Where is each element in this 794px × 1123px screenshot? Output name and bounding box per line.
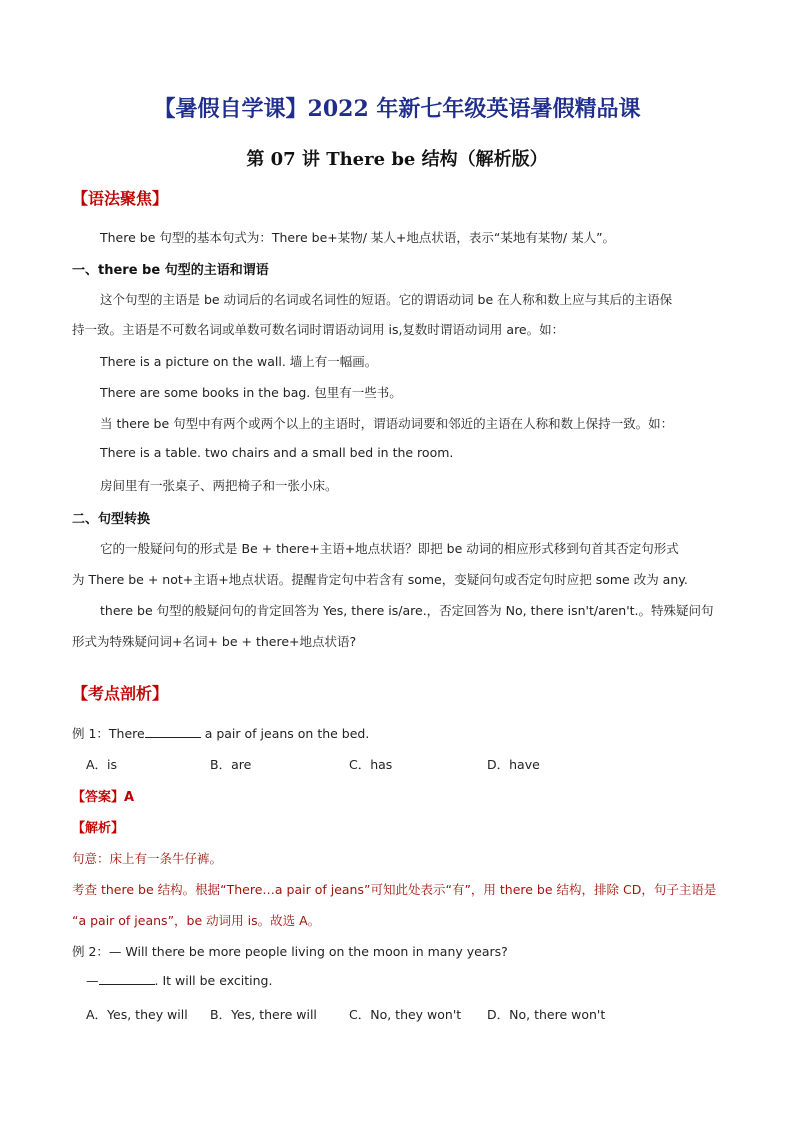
- q1-answer: 【答案】A: [72, 790, 135, 805]
- section1-para2: 当 there be 句型中有两个或两个以上的主语时，谓语动词要和邻近的主语在人称和数上保持一致。如：: [100, 416, 674, 431]
- question-2-line2: [86, 973, 272, 988]
- q1-meaning: 句意：床上有一条牛仔裤。: [72, 851, 223, 866]
- section2-heading: 二、句型转换: [72, 512, 151, 527]
- example-sentence-1: There is a picture on the wall. 墙上有一幅画。: [100, 354, 378, 369]
- analysis-heading: 【考点剖析】: [72, 684, 169, 703]
- grammar-intro: There be 句型的基本句式为：There be+某物/ 某人+地点状语，表示“某地有某物/ 某人”。: [100, 230, 616, 245]
- question-1-prefix: 例 1：There: [72, 726, 145, 741]
- example-sentence-2: There are some books in the bag. 包里有一些书。: [100, 385, 402, 400]
- lesson-subtitle: 第 07 讲 There be 结构（解析版）: [246, 149, 548, 170]
- section2-para1-line2: 为 There be + not+主语+地点状语。提醒肯定句中若含有 some，变疑问句或否定句时应把 some 改为 any.: [72, 572, 688, 587]
- question-2-suffix: . It will be exciting.: [154, 973, 273, 988]
- section1-para1-line2: 持一致。主语是不可数名词或单数可数名词时谓语动词用 is,复数时谓语动词用 are。如：: [72, 322, 565, 337]
- q2-option-b: B．Yes, there will: [210, 1007, 317, 1022]
- section2-para2-line2: 形式为特殊疑问词+名词+ be + there+地点状语?: [72, 634, 357, 649]
- section2-para1-line1: 它的一般疑问句的形式是 Be + there+主语+地点状语？即把 be 动词的相应形式移到句首其否定句形式: [100, 541, 679, 556]
- q1-option-c: C．has: [349, 757, 393, 772]
- question-2-dash: —: [86, 973, 99, 988]
- q1-explanation-line1: 考查 there be 结构。根据“There…a pair of jeans”可知此处表示“有”，用 there be 结构，排除 CD，句子主语是: [72, 882, 717, 897]
- question-2-line1: 例 2：— Will there be more people living on the moon in many years?: [72, 944, 508, 959]
- q1-explanation-label: 【解析】: [72, 821, 125, 836]
- page-title: 【暑假自学课】2022 年新七年级英语暑假精品课: [153, 96, 641, 122]
- section1-heading: 一、there be 句型的主语和谓语: [72, 263, 269, 278]
- q2-option-a: A．Yes, they will: [86, 1007, 188, 1022]
- question-1-suffix: a pair of jeans on the bed.: [200, 726, 370, 741]
- example-sentence-3-translation: 房间里有一张桌子、两把椅子和一张小床。: [100, 478, 338, 493]
- q1-option-d: D．have: [487, 757, 540, 772]
- q1-option-b: B．are: [210, 757, 252, 772]
- section1-para1-line1: 这个句型的主语是 be 动词后的名词或名词性的短语。它的谓语动词 be 在人称和数上应与其后的主语保: [100, 292, 673, 307]
- section2-para2-line1: there be 句型的般疑问句的肯定回答为 Yes, there is/are.，否定回答为 No, there isn't/aren't.。特殊疑问句: [100, 603, 714, 618]
- grammar-focus-heading: 【语法聚焦】: [72, 189, 169, 208]
- answer-blank: [145, 726, 201, 738]
- q1-option-a: A．is: [86, 757, 118, 772]
- q2-option-d: D．No, there won't: [487, 1007, 606, 1022]
- q1-explanation-line2: “a pair of jeans”，be 动词用 is。故选 A。: [72, 913, 321, 928]
- question-1: [72, 724, 369, 742]
- example-sentence-3: There is a table. two chairs and a small bed in the room.: [100, 445, 454, 460]
- q2-option-c: C．No, they won't: [349, 1007, 462, 1022]
- answer-blank: [99, 973, 155, 985]
